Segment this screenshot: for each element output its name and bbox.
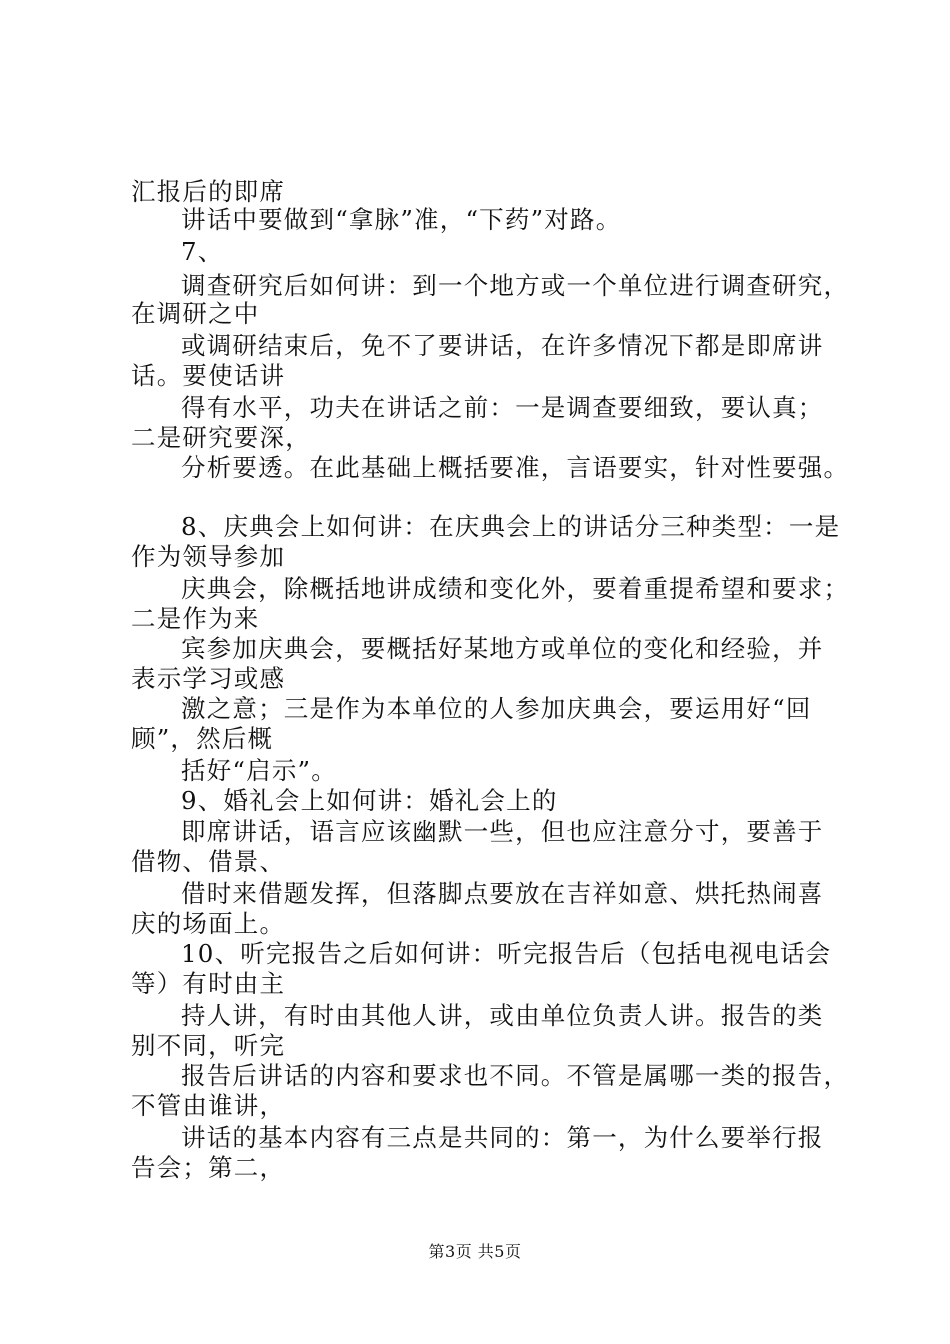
- text-line: 二是作为来: [131, 604, 260, 633]
- text-line: 在调研之中: [131, 299, 260, 328]
- text-line: 不管由谁讲，: [131, 1091, 286, 1120]
- text-line: 10、听完报告之后如何讲：听完报告后（包括电视电话会: [181, 939, 832, 968]
- text-line: 话。要使话讲: [131, 361, 286, 390]
- text-line: 7、: [181, 237, 224, 266]
- text-line: 报告后讲话的内容和要求也不同。不管是属哪一类的报告，: [181, 1061, 850, 1090]
- text-line: 汇报后的即席: [131, 177, 286, 206]
- text-line: 借物、借景、: [131, 847, 286, 876]
- text-line: 即席讲话，语言应该幽默一些，但也应注意分寸，要善于: [181, 817, 824, 846]
- text-line: 告会；第二，: [131, 1153, 286, 1182]
- text-line: 借时来借题发挥，但落脚点要放在吉祥如意、烘托热闹喜: [181, 879, 824, 908]
- text-line: 或调研结束后，免不了要讲话，在许多情况下都是即席讲: [181, 331, 824, 360]
- text-line: 9、婚礼会上如何讲：婚礼会上的: [181, 786, 558, 815]
- text-line: 分析要透。在此基础上概括要准，言语要实，针对性要强。: [181, 453, 850, 482]
- text-line: 讲话的基本内容有三点是共同的：第一，为什么要举行报: [181, 1123, 824, 1152]
- text-line: 二是研究要深，: [131, 423, 311, 452]
- text-line: 讲话中要做到“拿脉”准，“下药”对路。: [181, 205, 622, 234]
- text-line: 持人讲，有时由其他人讲，或由单位负责人讲。报告的类: [181, 1001, 824, 1030]
- text-line: 得有水平，功夫在讲话之前：一是调查要细致，要认真；: [181, 393, 824, 422]
- text-line: 庆典会，除概括地讲成绩和变化外，要着重提希望和要求；: [181, 574, 850, 603]
- text-line: 括好“启示”。: [181, 756, 337, 785]
- text-line: 调查研究后如何讲：到一个地方或一个单位进行调查研究，: [181, 271, 850, 300]
- text-line: 庆的场面上。: [131, 909, 286, 938]
- text-line: 8、庆典会上如何讲：在庆典会上的讲话分三种类型：一是: [181, 512, 841, 541]
- text-line: 激之意；三是作为本单位的人参加庆典会，要运用好“回: [181, 694, 812, 723]
- text-line: 表示学习或感: [131, 664, 286, 693]
- page-number-footer: 第3页 共5页: [428, 1242, 522, 1261]
- text-line: 等）有时由主: [131, 969, 286, 998]
- text-line: 作为领导参加: [131, 542, 286, 571]
- text-line: 别不同，听完: [131, 1031, 286, 1060]
- text-line: 宾参加庆典会，要概括好某地方或单位的变化和经验，并: [181, 634, 824, 663]
- text-line: 顾”，然后概: [131, 724, 274, 753]
